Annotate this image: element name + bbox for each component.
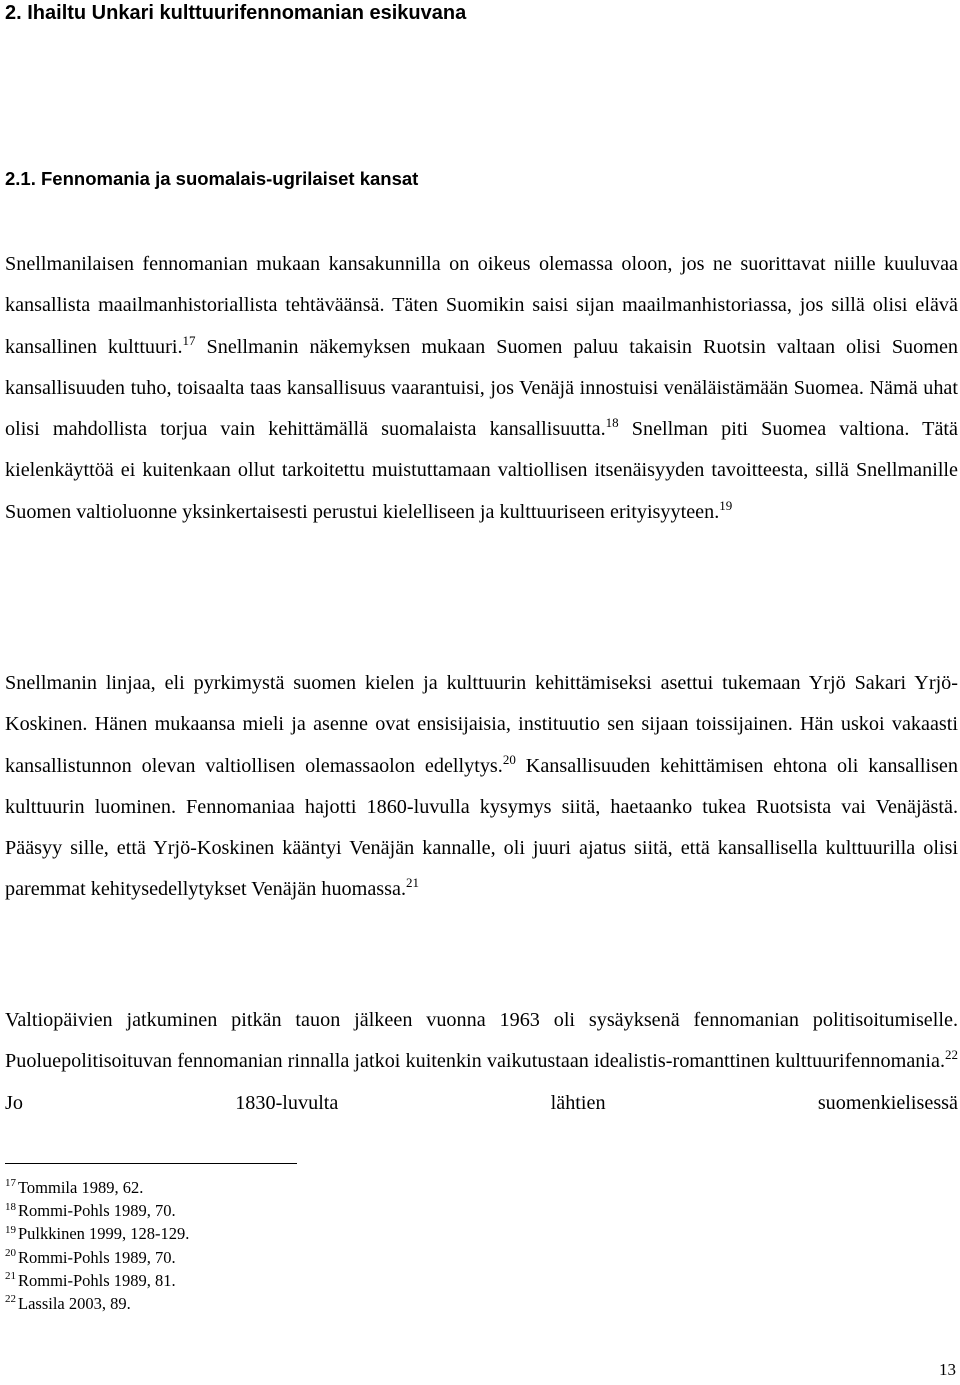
- paragraph-3: [5, 1000, 958, 1124]
- paragraph-1: [5, 244, 958, 533]
- footnote-ref: 22: [945, 1047, 958, 1063]
- footnote-number: 19: [5, 1223, 16, 1236]
- footnote-ref: 21: [406, 875, 420, 891]
- footnote-ref: 20: [502, 751, 516, 767]
- footnote-item: [5, 1222, 189, 1245]
- footnote-item: [5, 1292, 189, 1315]
- footnote-text: Tommila 1989, 62.: [18, 1178, 144, 1197]
- footnote-text: Rommi-Pohls 1989, 70.: [18, 1247, 176, 1267]
- footnote-item: [5, 1269, 189, 1292]
- footnote-number: 20: [5, 1247, 16, 1260]
- paragraph-2: [5, 663, 958, 911]
- footnote-text: Rommi-Pohls 1989, 70.: [18, 1201, 176, 1221]
- footnote-item: [5, 1199, 189, 1222]
- paragraph-text: Snellmanin linjaa, eli pyrkimystä suomen kielen ja kulttuurin kehittämiseksi asettui tukemaan Yrjö Sakari Yrjö-Koskinen. Hänen mukaansa mieli ja asenne ovat ensisijaisia, instituutio sen sijaan toissijainen. Hän uskoi vakaasti kansallistunnon olevan valtiollisen olemassaolon edellytys.: [5, 672, 958, 777]
- footnote-list: [5, 1176, 189, 1315]
- paragraph-text: Valtiopäivien jatkuminen pitkän tauon jälkeen vuonna 1963 oli sysäyksenä fennomanian politisoitumiselle. Puoluepolitisoituvan fennomanian rinnalla jatkoi kuitenkin vaikutustaan idealistis-romanttinen kulttuurifennomania.: [5, 1009, 958, 1073]
- section-heading: 2.1. Fennomania ja suomalais-ugrilaiset kansat: [5, 168, 419, 189]
- paragraph-text: Jo 1830-luvulta lähtien suomenkielisessä: [5, 1091, 958, 1114]
- footnote-text: Lassila 2003, 89.: [18, 1294, 131, 1314]
- footnote-number: 17: [5, 1177, 16, 1190]
- paragraph-text: Snellmanilaisen fennomanian mukaan kansakunnilla on oikeus olemassa oloon, jos ne suorittavat niille kuuluvaa kansallista maailmanhistoriallista tehtäväänsä. Täten Suomikin saisi sijan maailmanhistoriassa, jos sillä olisi elävä kansallinen kulttuuri.: [5, 253, 958, 358]
- footnote-ref: 18: [605, 415, 619, 431]
- chapter-heading: 2. Ihailtu Unkari kulttuurifennomanian esikuvana: [5, 2, 467, 24]
- footnote-ref: 17: [182, 332, 196, 348]
- footnote-number: 21: [5, 1270, 16, 1283]
- footnote-number: 22: [5, 1293, 16, 1306]
- footnote-item: [5, 1246, 189, 1269]
- footnote-number: 18: [5, 1200, 16, 1213]
- paragraph-text: Snellmanin näkemyksen mukaan Suomen paluu takaisin Ruotsin valtaan olisi Suomen kansallisuuden tuho, toisaalta taas kansallisuus vaarantuisi, jos Venäjä innostuisi venäläistämään Suomea. Nämä uhat olisi mahdollista torjua vain kehittämällä suomalaista kansallisuutta.: [5, 335, 958, 441]
- footnote-text: Pulkkinen 1999, 128-129.: [18, 1224, 190, 1244]
- paragraph-text: Kansallisuuden kehittämisen ehtona oli kansallisen kulttuurin luominen. Fennomaniaa hajotti 1860-luvulla kysymys siitä, haetaanko tukea Ruotsista vai Venäjästä. Pääsyy sille, että Yrjö-Koskinen kääntyi Venäjän kannalle, oli juuri ajatus siitä, että kansallisella kulttuurilla olisi paremmat kehitysedellytykset Venäjän huomassa.: [5, 754, 958, 901]
- page-number: 13: [939, 1360, 956, 1379]
- footnote-ref: 19: [719, 497, 733, 513]
- footnote-item: [5, 1176, 189, 1199]
- paragraph-text: Snellman piti Suomea valtiona. Tätä kielenkäyttöä ei kuitenkaan ollut tarkoitettu muistuttamaan valtiollisen itsenäisyyden tavoitteesta, sillä Snellmanille Suomen valtioluonne yksinkertaisesti perustui kielelliseen ja kulttuuriseen erityisyyteen.: [5, 418, 958, 523]
- footnote-divider: [5, 1163, 297, 1164]
- footnote-text: Rommi-Pohls 1989, 81.: [18, 1270, 176, 1290]
